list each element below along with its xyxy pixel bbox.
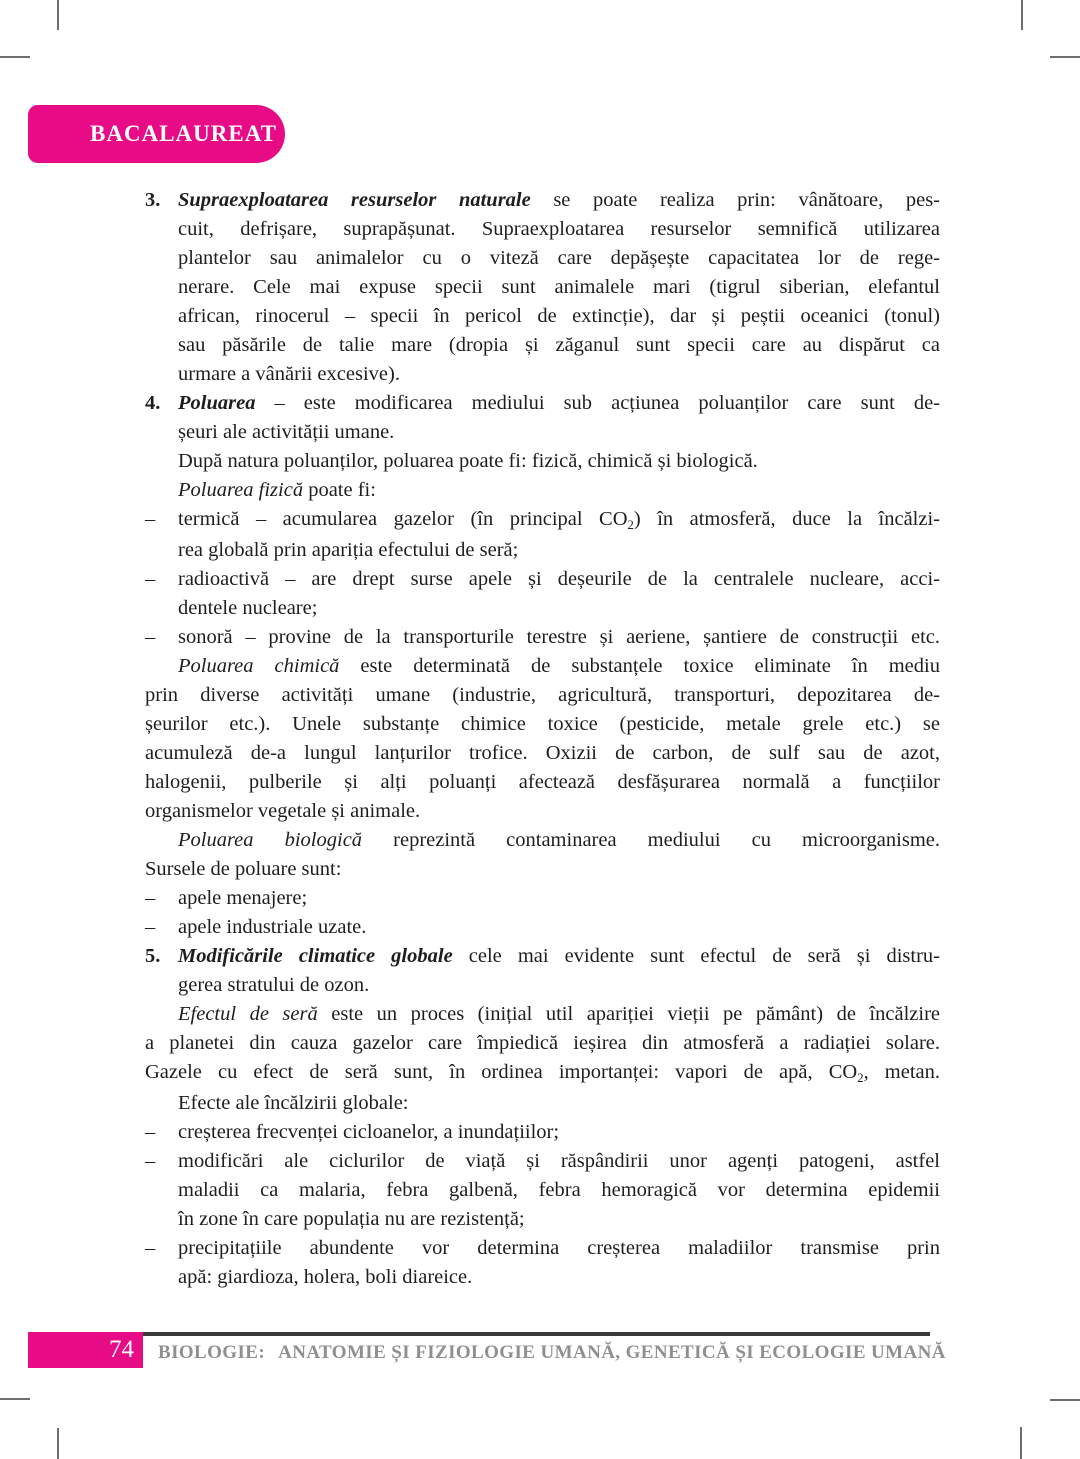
item-number: 5. bbox=[145, 945, 161, 967]
text-segment: Gazele cu efect de seră sunt, în ordinea importanței: vapori de apă, CO bbox=[145, 1061, 858, 1083]
bullet-dash: – bbox=[145, 1121, 156, 1143]
text-line bbox=[178, 1118, 940, 1147]
text-segment: , metan. bbox=[863, 1061, 940, 1083]
text-segment: Efecte ale încălzirii globale: bbox=[178, 1092, 409, 1114]
text-segment: este determinată de substanțele toxice eliminate în mediu bbox=[339, 655, 940, 677]
text-line bbox=[178, 971, 940, 1000]
bacalaureat-badge-label: BACALAUREAT bbox=[90, 121, 277, 146]
text-segment: șeurilor etc.). Unele substanțe chimice toxice (pesticide, metale grele etc.) se bbox=[145, 713, 940, 735]
text-segment: apele industriale uzate. bbox=[178, 916, 367, 938]
text-line bbox=[178, 418, 940, 447]
crop-mark-bottom-left-horizontal bbox=[0, 1398, 30, 1400]
text-line bbox=[178, 244, 940, 273]
body-text bbox=[145, 186, 940, 1292]
subscript: 2 bbox=[857, 1070, 864, 1085]
text-block-bullet bbox=[145, 565, 940, 623]
text-segment: Poluarea bbox=[178, 392, 256, 414]
text-line bbox=[178, 623, 940, 652]
text-segment: După natura poluanților, poluarea poate fi: fizică, chimică și biologică. bbox=[178, 450, 758, 472]
text-block-para bbox=[145, 826, 940, 884]
text-block-num bbox=[145, 389, 940, 447]
text-segment: cele mai evidente sunt efectul de seră și distru- bbox=[452, 945, 941, 967]
text-segment: Modificările climatice globale bbox=[178, 945, 453, 967]
text-line bbox=[178, 476, 940, 505]
text-block-bullet bbox=[145, 1234, 940, 1292]
text-segment: precipitațiile abundente vor determina creșterea maladiilor transmise prin bbox=[178, 1237, 940, 1259]
text-line bbox=[145, 768, 940, 797]
text-line bbox=[178, 389, 940, 418]
text-segment: sau păsările de talie mare (dropia și zăganul sunt specii care au dispărut ca bbox=[178, 334, 940, 356]
text-block-para bbox=[145, 652, 940, 826]
text-line bbox=[178, 273, 940, 302]
text-segment: Poluarea chimică bbox=[178, 655, 340, 677]
bacalaureat-badge bbox=[28, 105, 285, 163]
item-number: 3. bbox=[145, 189, 161, 211]
text-line bbox=[145, 681, 940, 710]
text-segment: este un proces (inițial util apariției vieții pe pământ) de încălzire bbox=[317, 1003, 940, 1025]
text-segment: Poluarea fizică bbox=[178, 479, 304, 501]
crop-mark-top-left-vertical bbox=[57, 0, 59, 30]
bullet-dash: – bbox=[145, 508, 156, 530]
item-number: 4. bbox=[145, 392, 161, 414]
text-segment: în zone în care populația nu are rezistență; bbox=[178, 1208, 525, 1230]
text-segment: rea globală prin apariția efectului de seră; bbox=[178, 539, 519, 561]
text-block-hang bbox=[145, 447, 940, 476]
text-segment: șeuri ale activității umane. bbox=[178, 421, 395, 443]
subscript: 2 bbox=[627, 517, 634, 532]
text-segment: – este modificarea mediului sub acțiunea poluanților care sunt de- bbox=[255, 392, 940, 414]
text-segment: ) în atmosferă, duce la încălzi- bbox=[633, 508, 940, 530]
text-line bbox=[178, 1234, 940, 1263]
text-block-bullet bbox=[145, 884, 940, 913]
text-block-bullet bbox=[145, 913, 940, 942]
text-block-bullet bbox=[145, 1118, 940, 1147]
text-line bbox=[145, 710, 940, 739]
text-line bbox=[178, 594, 940, 623]
text-line bbox=[178, 884, 940, 913]
bullet-dash: – bbox=[145, 887, 156, 909]
text-segment: poate fi: bbox=[303, 479, 376, 501]
crop-mark-top-left-horizontal bbox=[0, 56, 30, 58]
text-segment: gerea stratului de ozon. bbox=[178, 974, 370, 996]
crop-mark-bottom-left-vertical bbox=[57, 1428, 59, 1459]
text-line bbox=[178, 913, 940, 942]
text-line bbox=[145, 652, 940, 681]
text-line bbox=[178, 186, 940, 215]
text-segment: urmare a vânării excesive). bbox=[178, 363, 400, 385]
text-segment: halogenii, pulberile și alți poluanți afectează desfășurarea normală a funcțiilor bbox=[145, 771, 940, 793]
page-number-box bbox=[28, 1332, 143, 1368]
bullet-dash: – bbox=[145, 626, 156, 648]
footer-title-prefix: BIOLOGIE: bbox=[158, 1342, 266, 1363]
text-segment: apă: giardioza, holera, boli diareice. bbox=[178, 1266, 473, 1288]
text-block-num bbox=[145, 942, 940, 1000]
page-number: 74 bbox=[109, 1336, 134, 1363]
text-line bbox=[145, 1058, 940, 1089]
text-block-hang bbox=[145, 476, 940, 505]
text-line bbox=[145, 797, 940, 826]
text-segment: plantelor sau animalelor cu o viteză care depășește capacitatea lor de rege- bbox=[178, 247, 940, 269]
page-footer bbox=[28, 1332, 946, 1372]
text-segment: african, rinocerul – specii în pericol de extincție), dar și peștii oceanici (tonul) bbox=[178, 305, 940, 327]
text-line bbox=[145, 1000, 940, 1029]
bullet-dash: – bbox=[145, 1150, 156, 1172]
text-segment: cuit, defrișare, suprapășunat. Supraexploatarea resurselor semnifică utilizarea bbox=[178, 218, 940, 240]
text-line bbox=[145, 1029, 940, 1058]
text-line bbox=[178, 1205, 940, 1234]
text-segment: radioactivă – are drept surse apele și deșeurile de la centralele nucleare, acci- bbox=[178, 568, 940, 590]
text-block-para bbox=[145, 1000, 940, 1089]
text-segment: Sursele de poluare sunt: bbox=[145, 858, 342, 880]
text-segment: acumuleză de-a lungul lanțurilor trofice. Oxizii de carbon, de sulf sau de azot, bbox=[145, 742, 940, 764]
crop-mark-bottom-right-horizontal bbox=[1050, 1399, 1080, 1401]
text-line bbox=[178, 942, 940, 971]
text-block-num bbox=[145, 186, 940, 389]
text-segment: a planetei din cauza gazelor care împiedică ieșirea din atmosferă a radiației solare. bbox=[145, 1032, 940, 1054]
text-segment: maladii ca malaria, febra galbenă, febra hemoragică vor determina epidemii bbox=[178, 1179, 940, 1201]
text-line bbox=[145, 1089, 940, 1118]
footer-title-text: ANATOMIE ȘI FIZIOLOGIE UMANĂ, GENETICĂ ȘI ECOLOGIE UMANĂ bbox=[278, 1342, 946, 1363]
text-block-bullet bbox=[145, 505, 940, 565]
text-segment: reprezintă contaminarea mediului cu microorganisme. bbox=[362, 829, 940, 851]
text-block-bullet bbox=[145, 623, 940, 652]
text-segment: prin diverse activități umane (industrie, agricultură, transporturi, depozitarea de- bbox=[145, 684, 940, 706]
footer-rule bbox=[143, 1332, 930, 1336]
crop-mark-top-right-vertical bbox=[1021, 0, 1023, 30]
text-segment: dentele nucleare; bbox=[178, 597, 318, 619]
text-segment: sonoră – provine de la transporturile terestre și aeriene, șantiere de construcții etc. bbox=[178, 626, 940, 648]
text-line bbox=[178, 331, 940, 360]
text-line bbox=[178, 215, 940, 244]
text-segment: apele menajere; bbox=[178, 887, 308, 909]
text-segment: termică – acumularea gazelor (în principal CO bbox=[178, 508, 628, 530]
text-line bbox=[178, 536, 940, 565]
text-line bbox=[145, 739, 940, 768]
text-segment: creșterea frecvenței cicloanelor, a inundațiilor; bbox=[178, 1121, 560, 1143]
text-segment: Efectul de seră bbox=[178, 1003, 318, 1025]
text-line bbox=[178, 1147, 940, 1176]
text-block-bullet bbox=[145, 1147, 940, 1234]
text-line bbox=[178, 1263, 940, 1292]
text-segment: Poluarea biologică bbox=[178, 829, 363, 851]
text-segment: organismelor vegetale și animale. bbox=[145, 800, 421, 822]
bullet-dash: – bbox=[145, 1237, 156, 1259]
text-segment: modificări ale ciclurilor de viață și răspândirii unor agenți patogeni, astfel bbox=[178, 1150, 940, 1172]
footer-title bbox=[158, 1342, 946, 1364]
text-line bbox=[178, 565, 940, 594]
text-line bbox=[178, 1176, 940, 1205]
text-segment: Supraexploatarea resurselor naturale bbox=[178, 189, 531, 211]
text-block-para bbox=[145, 1089, 940, 1118]
crop-mark-top-right-horizontal bbox=[1050, 56, 1080, 58]
text-line bbox=[178, 505, 940, 536]
text-segment: nerare. Cele mai expuse specii sunt animalele mari (tigrul siberian, elefantul bbox=[178, 276, 940, 298]
text-line bbox=[178, 302, 940, 331]
text-line bbox=[145, 826, 940, 855]
text-segment: se poate realiza prin: vânătoare, pes- bbox=[530, 189, 940, 211]
text-line bbox=[145, 855, 940, 884]
bullet-dash: – bbox=[145, 568, 156, 590]
bullet-dash: – bbox=[145, 916, 156, 938]
crop-mark-bottom-right-vertical bbox=[1020, 1427, 1022, 1459]
text-line bbox=[178, 360, 940, 389]
text-line bbox=[178, 447, 940, 476]
